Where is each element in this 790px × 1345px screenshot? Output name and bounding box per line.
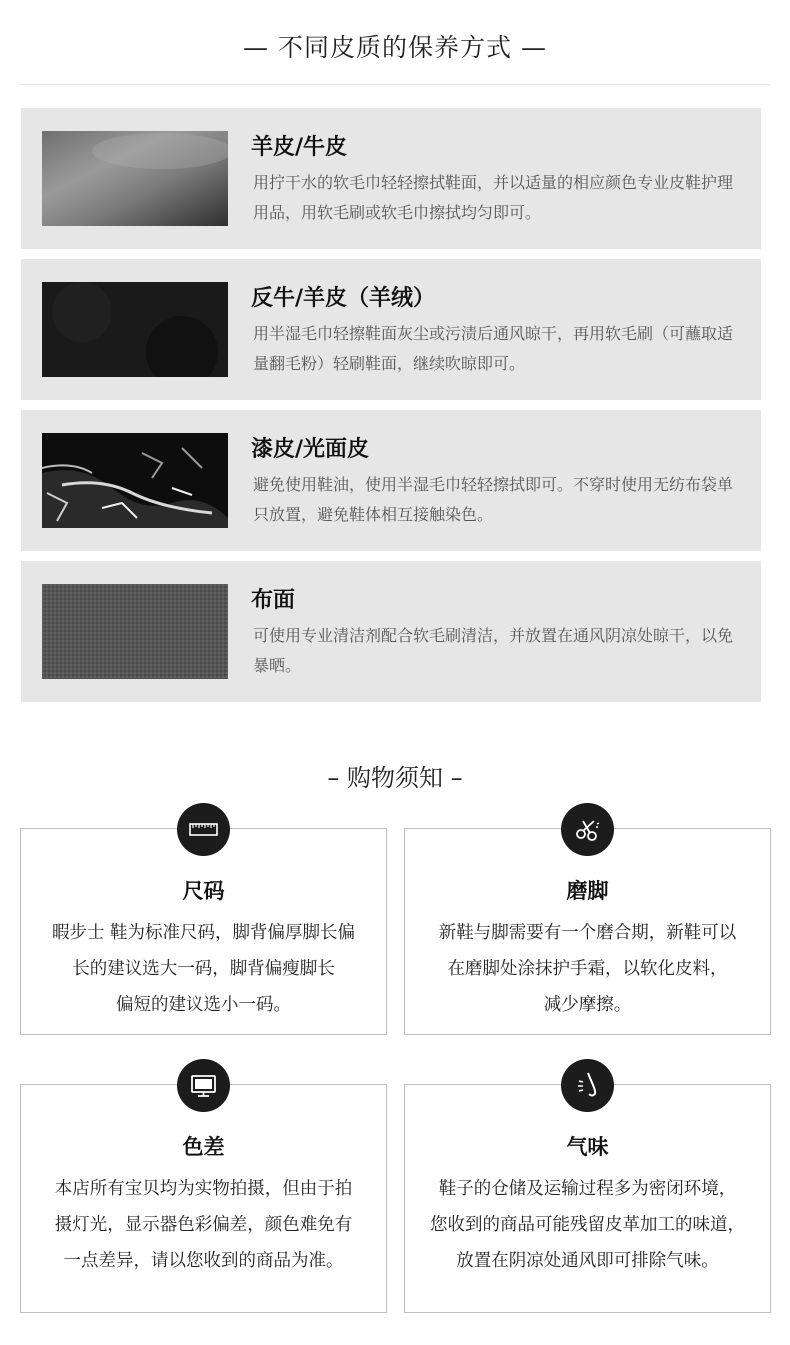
fabric-swatch-image [42, 584, 228, 679]
care-item-sheepskin [21, 108, 761, 249]
monitor-icon [177, 1059, 230, 1112]
notice-line: 您收到的商品可能残留皮革加工的味道， [430, 1215, 745, 1235]
notice-card-odor [404, 1084, 771, 1313]
suede-swatch-image [42, 282, 228, 377]
care-item-description: 用拧干水的软毛巾轻轻擦拭鞋面，并以适量的相应颜色专业皮鞋护理用品，用软毛刷或软毛巾擦拭均匀即可。 [253, 173, 734, 222]
care-item-suede [21, 259, 761, 400]
notice-line: 在磨脚处涂抹护手霜，以软化皮料， [447, 959, 728, 979]
notice-card-color [20, 1084, 387, 1313]
care-item-title: 漆皮/光面皮 [251, 437, 370, 462]
notice-line: 新鞋与脚需要有一个磨合期，新鞋可以 [438, 923, 737, 943]
notice-card-body [413, 915, 762, 1023]
care-item-title: 反牛/羊皮（羊绒） [251, 286, 436, 311]
scissors-icon [561, 803, 614, 856]
notice-line: 一点差异，请以您收到的商品为准。 [63, 1251, 344, 1271]
care-item-title: 布面 [251, 588, 296, 613]
care-item-title: 羊皮/牛皮 [251, 135, 348, 160]
notice-section-title: – 购物须知 – [327, 764, 463, 792]
ruler-icon [177, 803, 230, 856]
care-item-description: 用半湿毛巾轻擦鞋面灰尘或污渍后通风晾干，再用软毛刷（可蘸取适量翻毛粉）轻刷鞋面，继续吹晾即可。 [253, 324, 734, 373]
notice-line: 长的建议选大一码，脚背偏瘦脚长 [72, 959, 335, 979]
notice-line: 偏短的建议选小一码。 [116, 995, 291, 1015]
notice-line: 暇步士 鞋为标准尺码，脚背偏厚脚长偏 [51, 923, 356, 943]
nose-icon [561, 1059, 614, 1112]
care-item-description: 避免使用鞋油，使用半湿毛巾轻轻擦拭即可。不穿时使用无纺布袋单只放置，避免鞋体相互接触染色。 [253, 475, 734, 524]
notice-card-title: 气味 [566, 1135, 609, 1159]
notice-card-size [20, 828, 387, 1035]
care-section-title: — 不同皮质的保养方式 — [243, 33, 547, 62]
sheepskin-swatch-image [42, 131, 228, 226]
notice-card-body [29, 915, 378, 1023]
care-item-patent [21, 410, 761, 551]
notice-line: 摄灯光，显示器色彩偏差，颜色难免有 [54, 1215, 353, 1235]
care-item-fabric [21, 561, 761, 702]
notice-line: 减少摩擦。 [543, 995, 632, 1015]
notice-card-title: 尺码 [182, 879, 225, 903]
notice-card-title: 磨脚 [566, 879, 609, 903]
care-item-description: 可使用专业清洁剂配合软毛刷清洁，并放置在通风阴凉处晾干，以免暴晒。 [253, 626, 734, 675]
notice-card-body [413, 1171, 762, 1279]
care-list [21, 108, 761, 712]
notice-card-break-in [404, 828, 771, 1035]
notice-line: 鞋子的仓储及运输过程多为密闭环境， [438, 1179, 737, 1199]
title-divider [20, 84, 770, 85]
notice-line: 放置在阴凉处通风即可排除气味。 [456, 1251, 719, 1271]
notice-card-title: 色差 [182, 1135, 225, 1159]
notice-card-body [29, 1171, 378, 1279]
notice-line: 本店所有宝贝均为实物拍摄，但由于拍 [54, 1179, 353, 1199]
patent-leather-swatch-image [42, 433, 228, 528]
